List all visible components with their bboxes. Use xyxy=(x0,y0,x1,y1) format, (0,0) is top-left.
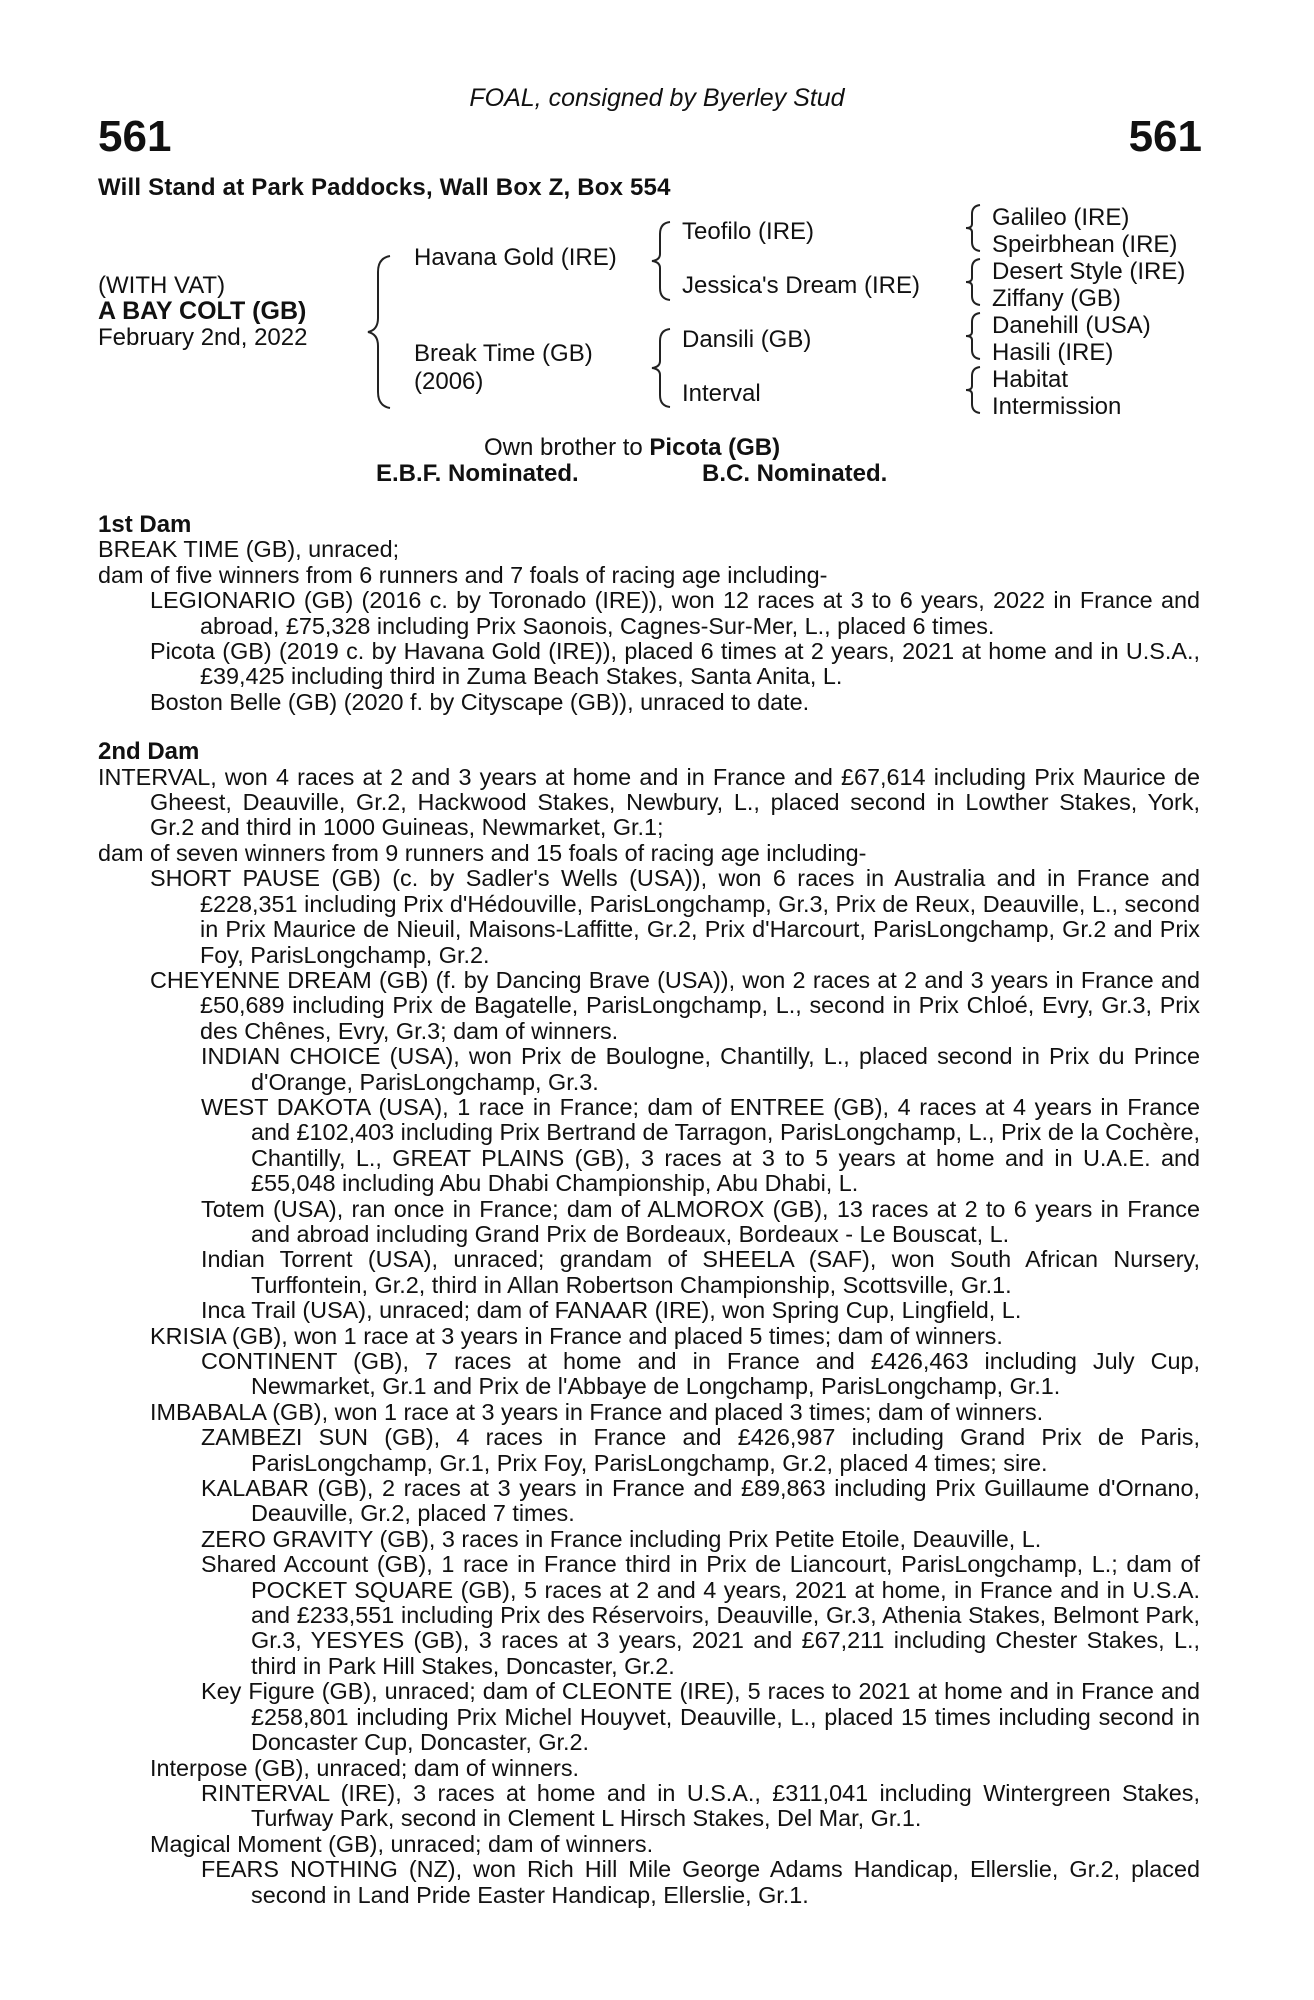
pedigree-brace-5 xyxy=(960,256,988,308)
family-line: dam of seven winners from 9 runners and 15 foals of racing age including- xyxy=(98,839,867,866)
family-line: RINTERVAL (IRE), 3 races at home and in U.S.A., £311,041 including Wintergreen Stakes, Turfway Park, second in Clement L Hirsch Stakes, Del Mar, Gr.1. xyxy=(201,1779,1200,1832)
pedigree-brace-3 xyxy=(644,325,678,411)
grandsire-sire: Teofilo (IRE) xyxy=(682,218,815,245)
family-line: INTERVAL, won 4 races at 2 and 3 years at home and in France and £67,614 including Prix Maurice de Gheest, Deauville, Gr.2, Hackwood Stakes, Newbury, L., placed second in Lowther Stakes, York, Gr.2 and third in 1000 Guineas, Newmarket, Gr.1; xyxy=(98,763,1200,841)
granddam-sire: Jessica's Dream (IRE) xyxy=(682,272,920,299)
family-line: LEGIONARIO (GB) (2016 c. by Toronado (IRE)), won 12 races at 3 to 6 years, 2022 in France and abroad, £75,328 including Prix Saonois, Cagnes-Sur-Mer, L., placed 6 times. xyxy=(150,587,1200,639)
stand-location: Will Stand at Park Paddocks, Wall Box Z, Box 554 xyxy=(98,174,671,201)
family-line: Key Figure (GB), unraced; dam of CLEONTE (IRE), 5 races to 2021 at home and in France and £258,801 including Prix Michel Houyvet, Deauville, L., placed 15 times including second in Doncaster Cup, Doncaster, Gr.2. xyxy=(201,1678,1200,1756)
dam-year: (2006) xyxy=(414,368,484,395)
family-line: Indian Torrent (USA), unraced; grandam of SHEELA (SAF), won South African Nursery, Turffontein, Gr.2, third in Allan Robertson Championship, Scottsville, Gr.1. xyxy=(201,1246,1200,1298)
own-brother-prefix: Own brother to xyxy=(484,434,643,461)
family-line: WEST DAKOTA (USA), 1 race in France; dam of ENTREE (GB), 4 races at 4 years in France and £102,403 including Prix Bertrand de Tarragon, ParisLongchamp, L., Prix de la Cochère, Chantilly, L., GREAT PLAINS (GB), 3 races at 3 to 5 years at home and in U.A.E. and £55,048 including Abu Dhabi Championship, Abu Dhabi, L. xyxy=(201,1093,1200,1197)
ancestor-dss: Danehill (USA) xyxy=(992,312,1151,339)
ancestor-sds: Desert Style (IRE) xyxy=(992,258,1186,285)
ancestor-ddd: Intermission xyxy=(992,393,1122,420)
family-line: Picota (GB) (2019 c. by Havana Gold (IRE)), placed 6 times at 2 years, 2021 at home and in U.S.A., £39,425 including third in Zuma Beach Stakes, Santa Anita, L. xyxy=(150,638,1200,690)
pedigree-brace-1 xyxy=(360,252,400,412)
ancestor-sss: Galileo (IRE) xyxy=(992,204,1130,231)
pedigree-brace-6 xyxy=(960,310,988,362)
ancestor-sdd: Ziffany (GB) xyxy=(992,285,1121,312)
family-line: Inca Trail (USA), unraced; dam of FANAAR (IRE), won Spring Cup, Lingfield, L. xyxy=(201,1297,1022,1324)
family-line: Boston Belle (GB) (2020 f. by Cityscape (GB)), unraced to date. xyxy=(150,688,810,715)
family-line: INDIAN CHOICE (USA), won Prix de Boulogne, Chantilly, L., placed second in Prix du Prince d'Orange, ParisLongchamp, Gr.3. xyxy=(201,1043,1200,1095)
second-dam-heading: 2nd Dam xyxy=(98,738,200,766)
first-dam-heading: 1st Dam xyxy=(98,511,192,538)
lot-name: A BAY COLT (GB) xyxy=(98,297,307,325)
family-line: ZAMBEZI SUN (GB), 4 races in France and £426,987 including Grand Prix de Paris, ParisLongchamp, Gr.1, Prix Foy, ParisLongchamp, Gr.2, placed 4 times; sire. xyxy=(201,1424,1200,1476)
family-line: KALABAR (GB), 2 races at 3 years in France and £89,863 including Prix Guillaume d'Ornano, Deauville, Gr.2, placed 7 times. xyxy=(201,1475,1200,1527)
vat-label: (WITH VAT) xyxy=(98,272,226,299)
granddam-dam: Interval xyxy=(682,380,761,407)
pedigree-brace-7 xyxy=(960,364,988,416)
family-line: Shared Account (GB), 1 race in France third in Prix de Liancourt, ParisLongchamp, L.; dam of POCKET SQUARE (GB), 5 races at 2 and 4 years, 2021 at home, in France and in U.S.A. and £233,551 including Prix des Réservoirs, Deauville, Gr.3, Athenia Stakes, Belmont Park, Gr.3, YESYES (GB), 3 races at 3 years, 2021 and £67,211 including Chester Stakes, L., third in Park Hill Stakes, Doncaster, Gr.2. xyxy=(201,1551,1200,1679)
ancestor-dsd: Hasili (IRE) xyxy=(992,339,1114,366)
family-section xyxy=(98,512,1200,1908)
own-brother-note xyxy=(484,434,780,462)
lot-number-left: 561 xyxy=(98,112,172,161)
family-line: CONTINENT (GB), 7 races at home and in France and £426,463 including July Cup, Newmarket, Gr.1 and Prix de l'Abbaye de Longchamp, ParisLongchamp, Gr.1. xyxy=(201,1348,1200,1400)
ancestor-dds: Habitat xyxy=(992,366,1069,393)
pedigree-brace-2 xyxy=(644,218,678,304)
family-line: ZERO GRAVITY (GB), 3 races in France including Prix Petite Etoile, Deauville, L. xyxy=(201,1525,1042,1552)
family-line: dam of five winners from 6 runners and 7 foals of racing age including- xyxy=(98,561,828,588)
family-line: FEARS NOTHING (NZ), won Rich Hill Mile George Adams Handicap, Ellerslie, Gr.2, placed second in Land Pride Easter Handicap, Ellerslie, Gr.1. xyxy=(201,1856,1200,1908)
sire-name: Havana Gold (IRE) xyxy=(414,244,617,271)
foaling-date: February 2nd, 2022 xyxy=(98,324,308,351)
bc-nominated: B.C. Nominated. xyxy=(702,460,888,487)
grandsire-dam: Dansili (GB) xyxy=(682,326,812,353)
lot-number-right: 561 xyxy=(1128,112,1202,161)
own-brother-name: Picota (GB) xyxy=(649,434,781,461)
consignor-line: FOAL, consigned by Byerley Stud xyxy=(469,84,845,112)
family-line: IMBABALA (GB), won 1 race at 3 years in France and placed 3 times; dam of winners. xyxy=(150,1398,1044,1425)
pedigree-brace-4 xyxy=(960,202,988,254)
ebf-nominated: E.B.F. Nominated. xyxy=(376,460,579,487)
family-line: Magical Moment (GB), unraced; dam of winners. xyxy=(150,1830,654,1857)
family-line: BREAK TIME (GB), unraced; xyxy=(98,536,400,563)
family-line: Interpose (GB), unraced; dam of winners. xyxy=(150,1754,580,1781)
family-line: Totem (USA), ran once in France; dam of ALMOROX (GB), 13 races at 2 to 6 years in France and abroad including Grand Prix de Bordeaux, Bordeaux - Le Bouscat, L. xyxy=(201,1195,1200,1247)
family-line: CHEYENNE DREAM (GB) (f. by Dancing Brave (USA)), won 2 races at 2 and 3 years in France and £50,689 including Prix de Bagatelle, ParisLongchamp, L., second in Prix Chloé, Evry, Gr.3, Prix des Chênes, Evry, Gr.3; dam of winners. xyxy=(150,966,1200,1044)
dam-name: Break Time (GB) xyxy=(414,340,593,367)
family-line: KRISIA (GB), won 1 race at 3 years in France and placed 5 times; dam of winners. xyxy=(150,1322,1003,1349)
ancestor-ssd: Speirbhean (IRE) xyxy=(992,231,1178,258)
family-line: SHORT PAUSE (GB) (c. by Sadler's Wells (USA)), won 6 races in Australia and in France and £228,351 including Prix d'Hédouville, ParisLongchamp, Gr.3, Prix de Reux, Deauville, L., second in Prix Maurice de Nieuil, Maisons-Laffitte, Gr.2, Prix d'Harcourt, ParisLongchamp, Gr.2 and Prix Foy, ParisLongchamp, Gr.2. xyxy=(150,865,1200,968)
